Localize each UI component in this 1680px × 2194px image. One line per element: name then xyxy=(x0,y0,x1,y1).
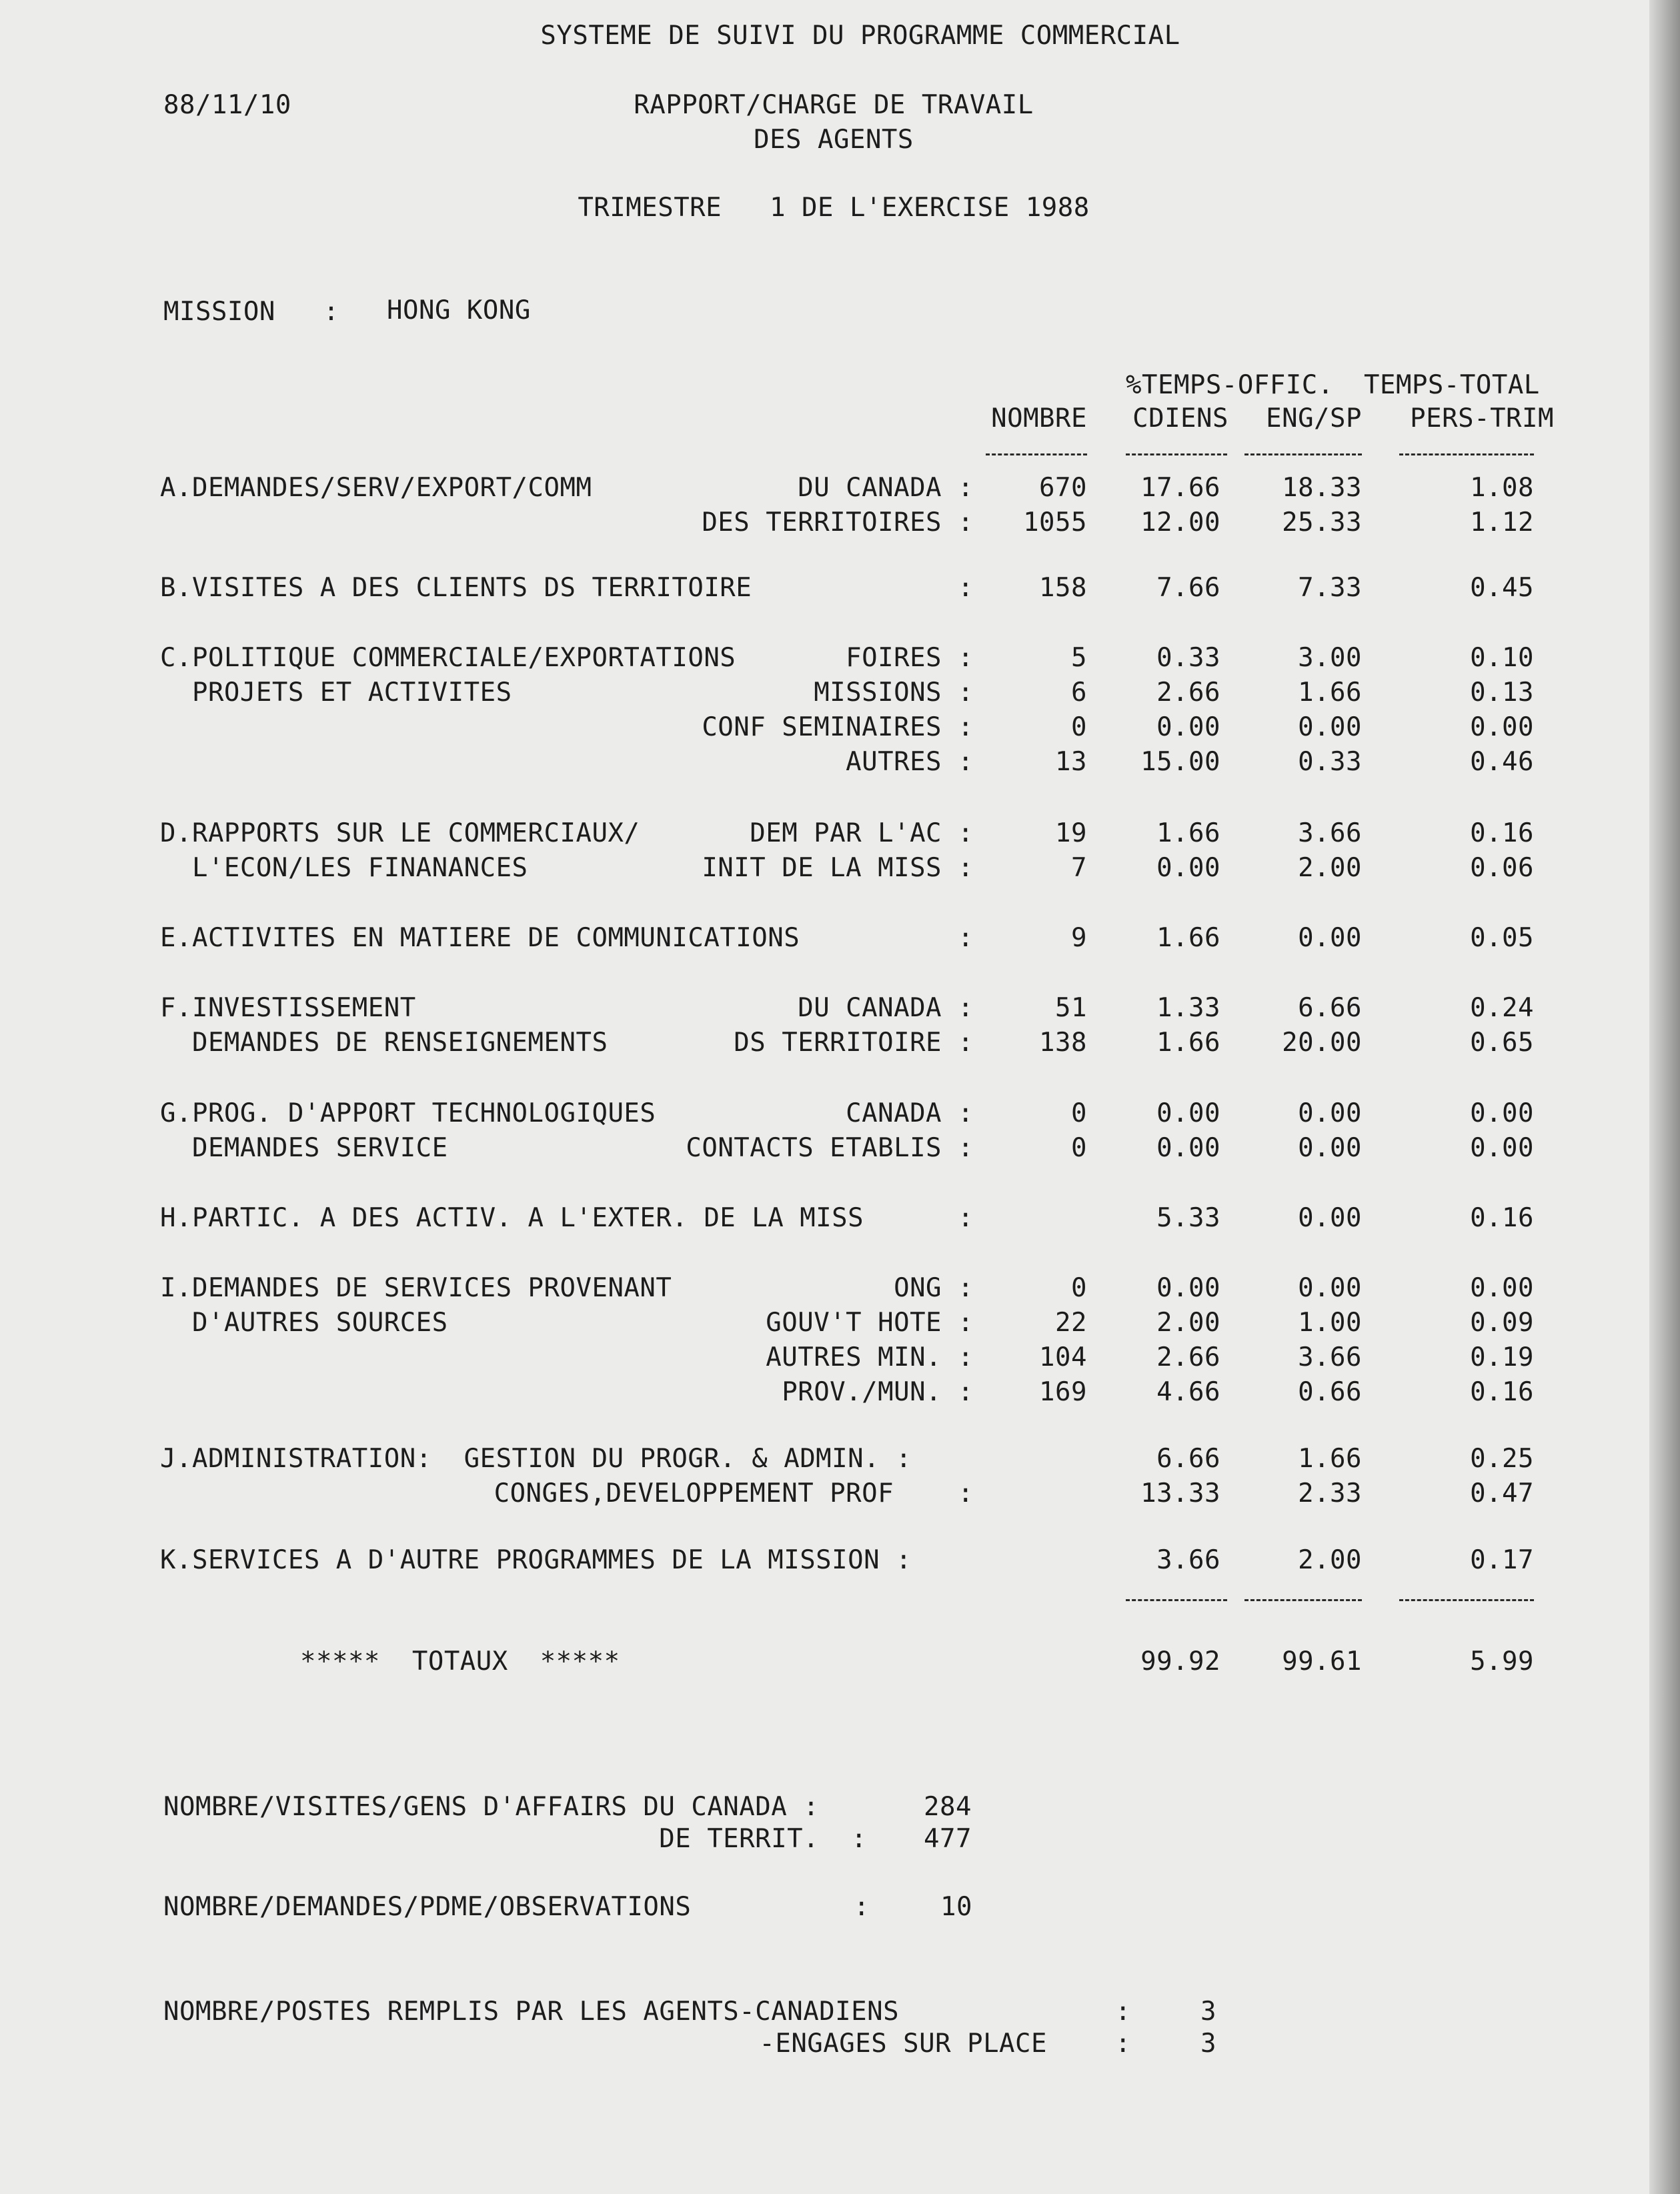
row-pers-trim: 0.10 xyxy=(1470,643,1534,673)
row-nombre: 19 xyxy=(1055,818,1087,848)
row-nombre: 13 xyxy=(1055,747,1087,777)
row-cdiens: 0.00 xyxy=(1156,712,1220,742)
row-engsp: 3.66 xyxy=(1298,1342,1362,1372)
row-cdiens: 12.00 xyxy=(1140,507,1220,537)
row-nombre: 5 xyxy=(1071,643,1087,673)
totals-engsp: 99.61 xyxy=(1282,1647,1362,1677)
row-nombre: 0 xyxy=(1071,1133,1087,1163)
row-nombre: 9 xyxy=(1071,923,1087,953)
total-rule-pers xyxy=(1399,1599,1534,1601)
row-cdiens: 17.66 xyxy=(1140,473,1220,503)
demandes-colon: : xyxy=(854,1892,870,1922)
row-nombre: 0 xyxy=(1071,1273,1087,1303)
row-cdiens: 5.33 xyxy=(1156,1203,1220,1233)
row-subcategory: DS TERRITOIRE : xyxy=(734,1028,974,1058)
row-engsp: 0.33 xyxy=(1298,747,1362,777)
row-cdiens: 15.00 xyxy=(1140,747,1220,777)
row-subcategory: CONTACTS ETABLIS : xyxy=(686,1133,974,1163)
visites-label: NOMBRE/VISITES/GENS D'AFFAIRS DU CANADA : xyxy=(163,1792,820,1822)
row-subcategory: CONF SEMINAIRES : xyxy=(702,712,974,742)
header-rule-pers xyxy=(1399,453,1534,455)
totals-pers: 5.99 xyxy=(1470,1647,1534,1677)
row-cdiens: 2.00 xyxy=(1156,1308,1220,1338)
header-rule-nombre xyxy=(986,453,1087,455)
row-cdiens: 2.66 xyxy=(1156,678,1220,708)
row-cdiens: 0.00 xyxy=(1156,1133,1220,1163)
row-cdiens: 4.66 xyxy=(1156,1377,1220,1407)
row-pers-trim: 0.25 xyxy=(1470,1444,1534,1474)
row-category: D'AUTRES SOURCES xyxy=(160,1308,448,1338)
row-cdiens: 7.66 xyxy=(1156,573,1220,603)
postes-engages-value: 3 xyxy=(1200,2029,1216,2059)
row-engsp: 0.00 xyxy=(1298,1133,1362,1163)
row-subcategory: GOUV'T HOTE : xyxy=(766,1308,974,1338)
row-cdiens: 13.33 xyxy=(1140,1478,1220,1508)
row-category: F.INVESTISSEMENT xyxy=(160,993,416,1023)
row-nombre: 1055 xyxy=(1023,507,1087,537)
mission-value: HONG KONG xyxy=(387,295,531,325)
row-engsp: 1.66 xyxy=(1298,1444,1362,1474)
row-engsp: 1.00 xyxy=(1298,1308,1362,1338)
row-engsp: 0.00 xyxy=(1298,923,1362,953)
row-nombre: 7 xyxy=(1071,853,1087,883)
system-title: SYSTEME DE SUIVI DU PROGRAMME COMMERCIAL xyxy=(540,21,1180,51)
row-engsp: 0.00 xyxy=(1298,712,1362,742)
row-nombre: 169 xyxy=(1039,1377,1087,1407)
row-pers-trim: 0.46 xyxy=(1470,747,1534,777)
row-category: C.POLITIQUE COMMERCIALE/EXPORTATIONS xyxy=(160,643,736,673)
row-engsp: 20.00 xyxy=(1282,1028,1362,1058)
row-subcategory: ONG : xyxy=(894,1273,974,1303)
header-rule-engsp xyxy=(1244,453,1362,455)
row-cdiens: 0.00 xyxy=(1156,1098,1220,1128)
row-pers-trim: 0.47 xyxy=(1470,1478,1534,1508)
row-engsp: 6.66 xyxy=(1298,993,1362,1023)
row-cdiens: 1.33 xyxy=(1156,993,1220,1023)
col-group-temps-total: TEMPS-TOTAL xyxy=(1364,370,1540,400)
row-pers-trim: 0.16 xyxy=(1470,1203,1534,1233)
row-subcategory: MISSIONS : xyxy=(814,678,974,708)
report-date: 88/11/10 xyxy=(163,90,291,120)
row-pers-trim: 1.12 xyxy=(1470,507,1534,537)
row-cdiens: 0.00 xyxy=(1156,1273,1220,1303)
row-pers-trim: 1.08 xyxy=(1470,473,1534,503)
row-subcategory: DEM PAR L'AC : xyxy=(750,818,974,848)
row-engsp: 2.00 xyxy=(1298,1545,1362,1575)
row-pers-trim: 0.45 xyxy=(1470,573,1534,603)
row-category: I.DEMANDES DE SERVICES PROVENANT xyxy=(160,1273,672,1303)
row-nombre: 158 xyxy=(1039,573,1087,603)
row-engsp: 7.33 xyxy=(1298,573,1362,603)
header-rule-cdiens xyxy=(1126,453,1227,455)
postes-label: NOMBRE/POSTES REMPLIS PAR LES AGENTS-CANADIENS xyxy=(163,1997,900,2027)
row-pers-trim: 0.00 xyxy=(1470,1098,1534,1128)
row-subcategory: AUTRES : xyxy=(846,747,974,777)
row-pers-trim: 0.00 xyxy=(1470,712,1534,742)
row-pers-trim: 0.65 xyxy=(1470,1028,1534,1058)
row-pers-trim: 0.16 xyxy=(1470,1377,1534,1407)
page-edge-shadow xyxy=(1649,0,1680,2194)
row-nombre: 104 xyxy=(1039,1342,1087,1372)
row-pers-trim: 0.06 xyxy=(1470,853,1534,883)
row-category: PROJETS ET ACTIVITES xyxy=(160,678,512,708)
row-engsp: 3.66 xyxy=(1298,818,1362,848)
demandes-value: 10 xyxy=(940,1892,972,1922)
row-subcategory: DES TERRITOIRES : xyxy=(702,507,974,537)
row-engsp: 0.00 xyxy=(1298,1203,1362,1233)
row-subcategory: FOIRES : xyxy=(846,643,974,673)
row-nombre: 6 xyxy=(1071,678,1087,708)
row-pers-trim: 0.16 xyxy=(1470,818,1534,848)
row-cdiens: 1.66 xyxy=(1156,1028,1220,1058)
col-cdiens: CDIENS xyxy=(1132,403,1228,433)
row-nombre: 0 xyxy=(1071,1098,1087,1128)
totals-label: ***** TOTAUX ***** xyxy=(300,1647,620,1677)
row-category: G.PROG. D'APPORT TECHNOLOGIQUES xyxy=(160,1098,656,1128)
row-pers-trim: 0.13 xyxy=(1470,678,1534,708)
row-subcategory: INIT DE LA MISS : xyxy=(702,853,974,883)
row-engsp: 18.33 xyxy=(1282,473,1362,503)
col-engsp: ENG/SP xyxy=(1266,403,1362,433)
row-pers-trim: 0.19 xyxy=(1470,1342,1534,1372)
col-pers-trim: PERS-TRIM xyxy=(1410,403,1554,433)
engages-colon: : xyxy=(1115,2029,1131,2059)
row-engsp: 3.00 xyxy=(1298,643,1362,673)
totals-cdiens: 99.92 xyxy=(1140,1647,1220,1677)
visites-canada-value: 284 xyxy=(924,1792,972,1822)
row-cdiens: 0.33 xyxy=(1156,643,1220,673)
total-rule-cdiens xyxy=(1126,1599,1227,1601)
row-cdiens: 3.66 xyxy=(1156,1545,1220,1575)
quarter-line: TRIMESTRE 1 DE L'EXERCISE 1988 xyxy=(578,193,1090,223)
row-category: K.SERVICES A D'AUTRE PROGRAMMES DE LA MISSION : xyxy=(160,1545,912,1575)
row-subcategory: : xyxy=(958,923,974,953)
row-cdiens: 6.66 xyxy=(1156,1444,1220,1474)
row-pers-trim: 0.05 xyxy=(1470,923,1534,953)
row-pers-trim: 0.00 xyxy=(1470,1273,1534,1303)
row-cdiens: 1.66 xyxy=(1156,923,1220,953)
postes-canadiens-value: 3 xyxy=(1200,1997,1216,2027)
row-nombre: 51 xyxy=(1055,993,1087,1023)
mission-label: MISSION : xyxy=(163,297,339,327)
row-engsp: 0.00 xyxy=(1298,1273,1362,1303)
row-nombre: 138 xyxy=(1039,1028,1087,1058)
row-pers-trim: 0.24 xyxy=(1470,993,1534,1023)
visites-territ-value: 477 xyxy=(924,1824,972,1854)
row-category: DEMANDES SERVICE xyxy=(160,1133,448,1163)
row-engsp: 25.33 xyxy=(1282,507,1362,537)
row-cdiens: 1.66 xyxy=(1156,818,1220,848)
report-title-line1: RAPPORT/CHARGE DE TRAVAIL xyxy=(634,90,1034,120)
col-nombre: NOMBRE xyxy=(991,403,1087,433)
row-engsp: 2.00 xyxy=(1298,853,1362,883)
row-engsp: 1.66 xyxy=(1298,678,1362,708)
row-subcategory: AUTRES MIN. : xyxy=(766,1342,974,1372)
row-subcategory: DU CANADA : xyxy=(798,473,974,503)
row-engsp: 0.00 xyxy=(1298,1098,1362,1128)
engages-label: -ENGAGES SUR PLACE xyxy=(759,2029,1047,2059)
report-title-line2: DES AGENTS xyxy=(754,125,914,155)
row-subcategory: PROV./MUN. : xyxy=(782,1377,974,1407)
row-subcategory: CANADA : xyxy=(846,1098,974,1128)
row-category: L'ECON/LES FINANANCES xyxy=(160,853,528,883)
row-category: DEMANDES DE RENSEIGNEMENTS xyxy=(160,1028,608,1058)
col-group-temps-offic: %TEMPS-OFFIC. xyxy=(1126,370,1334,400)
postes-colon: : xyxy=(1115,1997,1131,2027)
row-subcategory: : xyxy=(958,1203,974,1233)
row-pers-trim: 0.00 xyxy=(1470,1133,1534,1163)
row-category: H.PARTIC. A DES ACTIV. A L'EXTER. DE LA MISS xyxy=(160,1203,864,1233)
row-category: A.DEMANDES/SERV/EXPORT/COMM xyxy=(160,473,592,503)
row-engsp: 2.33 xyxy=(1298,1478,1362,1508)
row-category: B.VISITES A DES CLIENTS DS TERRITOIRE xyxy=(160,573,752,603)
visites-territ-label: DE TERRIT. : xyxy=(659,1824,867,1854)
row-cdiens: 2.66 xyxy=(1156,1342,1220,1372)
row-nombre: 0 xyxy=(1071,712,1087,742)
row-category: E.ACTIVITES EN MATIERE DE COMMUNICATIONS xyxy=(160,923,800,953)
row-subcategory: CONGES,DEVELOPPEMENT PROF : xyxy=(494,1478,974,1508)
row-cdiens: 0.00 xyxy=(1156,853,1220,883)
total-rule-engsp xyxy=(1244,1599,1362,1601)
row-subcategory: : xyxy=(958,573,974,603)
demandes-label: NOMBRE/DEMANDES/PDME/OBSERVATIONS xyxy=(163,1892,692,1922)
row-nombre: 22 xyxy=(1055,1308,1087,1338)
row-category: D.RAPPORTS SUR LE COMMERCIAUX/ xyxy=(160,818,640,848)
row-category: J.ADMINISTRATION: GESTION DU PROGR. & ADMIN. : xyxy=(160,1444,912,1474)
row-subcategory: DU CANADA : xyxy=(798,993,974,1023)
row-pers-trim: 0.17 xyxy=(1470,1545,1534,1575)
row-engsp: 0.66 xyxy=(1298,1377,1362,1407)
row-nombre: 670 xyxy=(1039,473,1087,503)
row-pers-trim: 0.09 xyxy=(1470,1308,1534,1338)
